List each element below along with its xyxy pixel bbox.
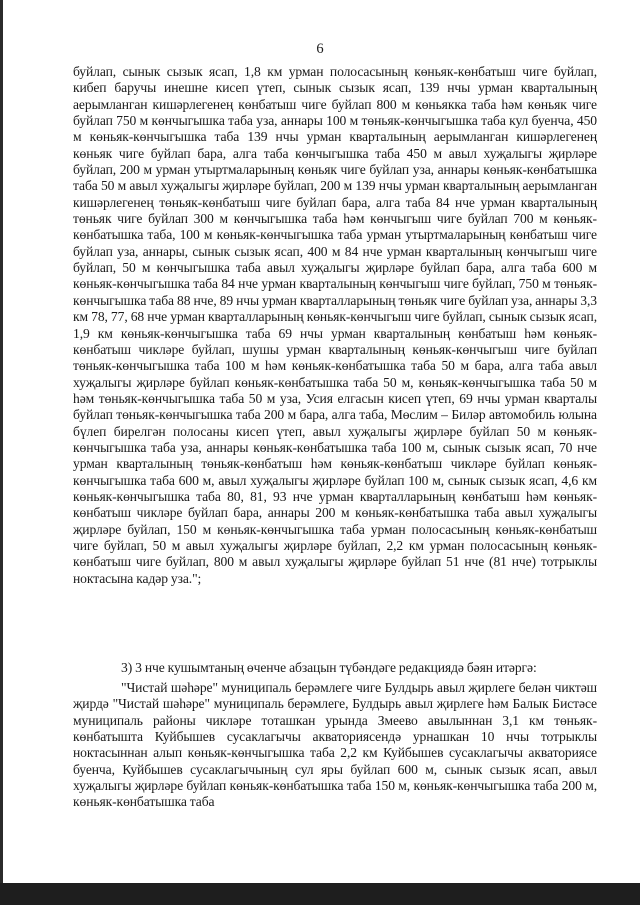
page-number: 6 [316,41,324,57]
paragraph-chistay-boundary: "Чистай шәһәре" муниципаль берәмлеге чиге Булдырь авыл җирлеге белән чиктәш җирдә "Чистай шәһәре" муниципаль берәмлеге, Булдырь авыл җирлеге һәм Балык Бистәсе муниципаль районы чикләре тоташкан урында Змеево авылыннан 3,1 км төньяк-көнбатышта Куйбышев сусаклагычы акваториясендә урнашкан 10 нчы тотрыклы ноктасыннан алып көньяк-көнчыгышка таба 2,2 км Куйбышев сусаклагычы акваториясе буенча, Куйбышев сусаклагычының сул яры буйлап 600 м, сынык сызык ясап, авыл хуҗалыгы җирләре буйлап көньяк-көнбатышка таба 150 м, көньяк-көнчыгышка таба 200 м, көньяк-көнбатышка таба [73,680,597,810]
paragraph-boundary-description: буйлап, сынык сызык ясап, 1,8 км урман полосасының көньяк-көнбатыш чиге буйлап, кибеп баручы инешне кисеп үтеп, сынык сызык ясап, 139 нчы урман кварталының аерымланган кишәрлегенең көнбатыш чиге буйлап 800 м көньякка таба һәм көньяк чиге буйлап 750 м көнчыгышка таба уза, аннары 100 м төньяк-көнчыгышка таба кул буенча, 450 м көньяк-көнчыгышка таба 139 нчы урман кварталының аерымланган кишәрлегенең көньяк чиге буйлап бара, алга таба көнчыгышка таба 450 м авыл хуҗалыгы җирләре буйлап, 200 м урман утыртмаларының көньяк чиге буйлап уза, аннары көньяк-көнбатышка таба 50 м авыл хуҗалыгы җирләре буйлап, 200 м 139 нчы урман кварталының аерымланган кишәрлегенең төньяк-көнбатыш чиге буйлап бара, алга таба 84 нче урман кварталының төньяк чиге буйлап 300 м көнчыгышка таба һәм көнчыгыш чиге буйлап 700 м көньяк-көнбатышка таба, 100 м көньяк-көнчыгышка таба урман утыртмаларының көнбатыш чиге буйлап уза, аннары, сынык сызык ясап, 400 м 84 нче урман кварталының көнчыгыш чиге буйлап, 50 м көнчыгышка таба авыл хуҗалыгы җирләре буйлап бара, алга таба 600 м көньяк-көнчыгышка таба 84 нче урман кварталының көнчыгыш чиге буйлап, 750 м төньяк-көнчыгышка таба 88 нче, 89 нчы урман кварталларының төньяк чиге буйлап уза, аннары 3,3 км 78, 77, 68 нче урман кварталларының көньяк-көнчыгыш чиге буйлап, сынык сызык ясап, 1,9 км көньяк-көнчыгышка таба 69 нчы урман кварталының көнбатыш һәм көньяк-көнбатыш чикләре буйлап, шушы урман кварталының көньяк-көнчыгыш чиге буйлап төньяк-көнчыгышка таба 100 м һәм көньяк-көнбатышка таба 50 м бара, алга таба авыл хуҗалыгы җирләре буйлап көньяк-көнбатышка таба 50 м, көньяк-көнчыгышка таба 50 м һәм төньяк-көнчыгышка таба 50 м уза, Усия елгасын кисеп үтеп, 69 нчы урман кварталы буйлап төньяк-көнчыгышка таба 200 м бара, алга таба, Мөслим – Биләр автомобиль юлына бүлеп бирелгән полосаны кисеп үтеп, авыл хуҗалыгы җирләре буйлап 50 м көньяк-көнчыгышка таба уза, аннары көньяк-көнбатышка таба 100 м, сынык сызык ясап, 70 нче урман кварталының төньяк-көнбатыш һәм көньяк-көнбатыш чикләре буйлап көньяк-көнчыгышка таба 600 м, авыл хуҗалыгы җирләре буйлап 100 м, сынык сызык ясап, 4,6 км көньяк-көнчыгышка таба 80, 81, 93 нче урман кварталларының көнбатыш һәм көньяк-көнбатыш чикләре буйлап бара, аннары 200 м көньяк-көнбатышка таба авыл хуҗалыгы җирләре буйлап, 150 м көньяк-көнчыгышка таба урман полосасының көньяк-көнбатыш чиге буйлап, 50 м авыл хуҗалыгы җирләре буйлап, 2,2 км урман полосасының көньяк-көнбатыш чиге буйлап, 800 м авыл хуҗалыгы җирләре буйлап 51 нче (81 нче) тотрыклы ноктасына кадәр уза."; [73,64,597,586]
scan-left-edge [0,0,3,905]
paragraph-amendment-item-3: 3) 3 нче кушымтаның өченче абзацын түбәндәге редакциядә бәян итәргә: [121,660,537,675]
scan-bottom-edge [0,883,640,905]
